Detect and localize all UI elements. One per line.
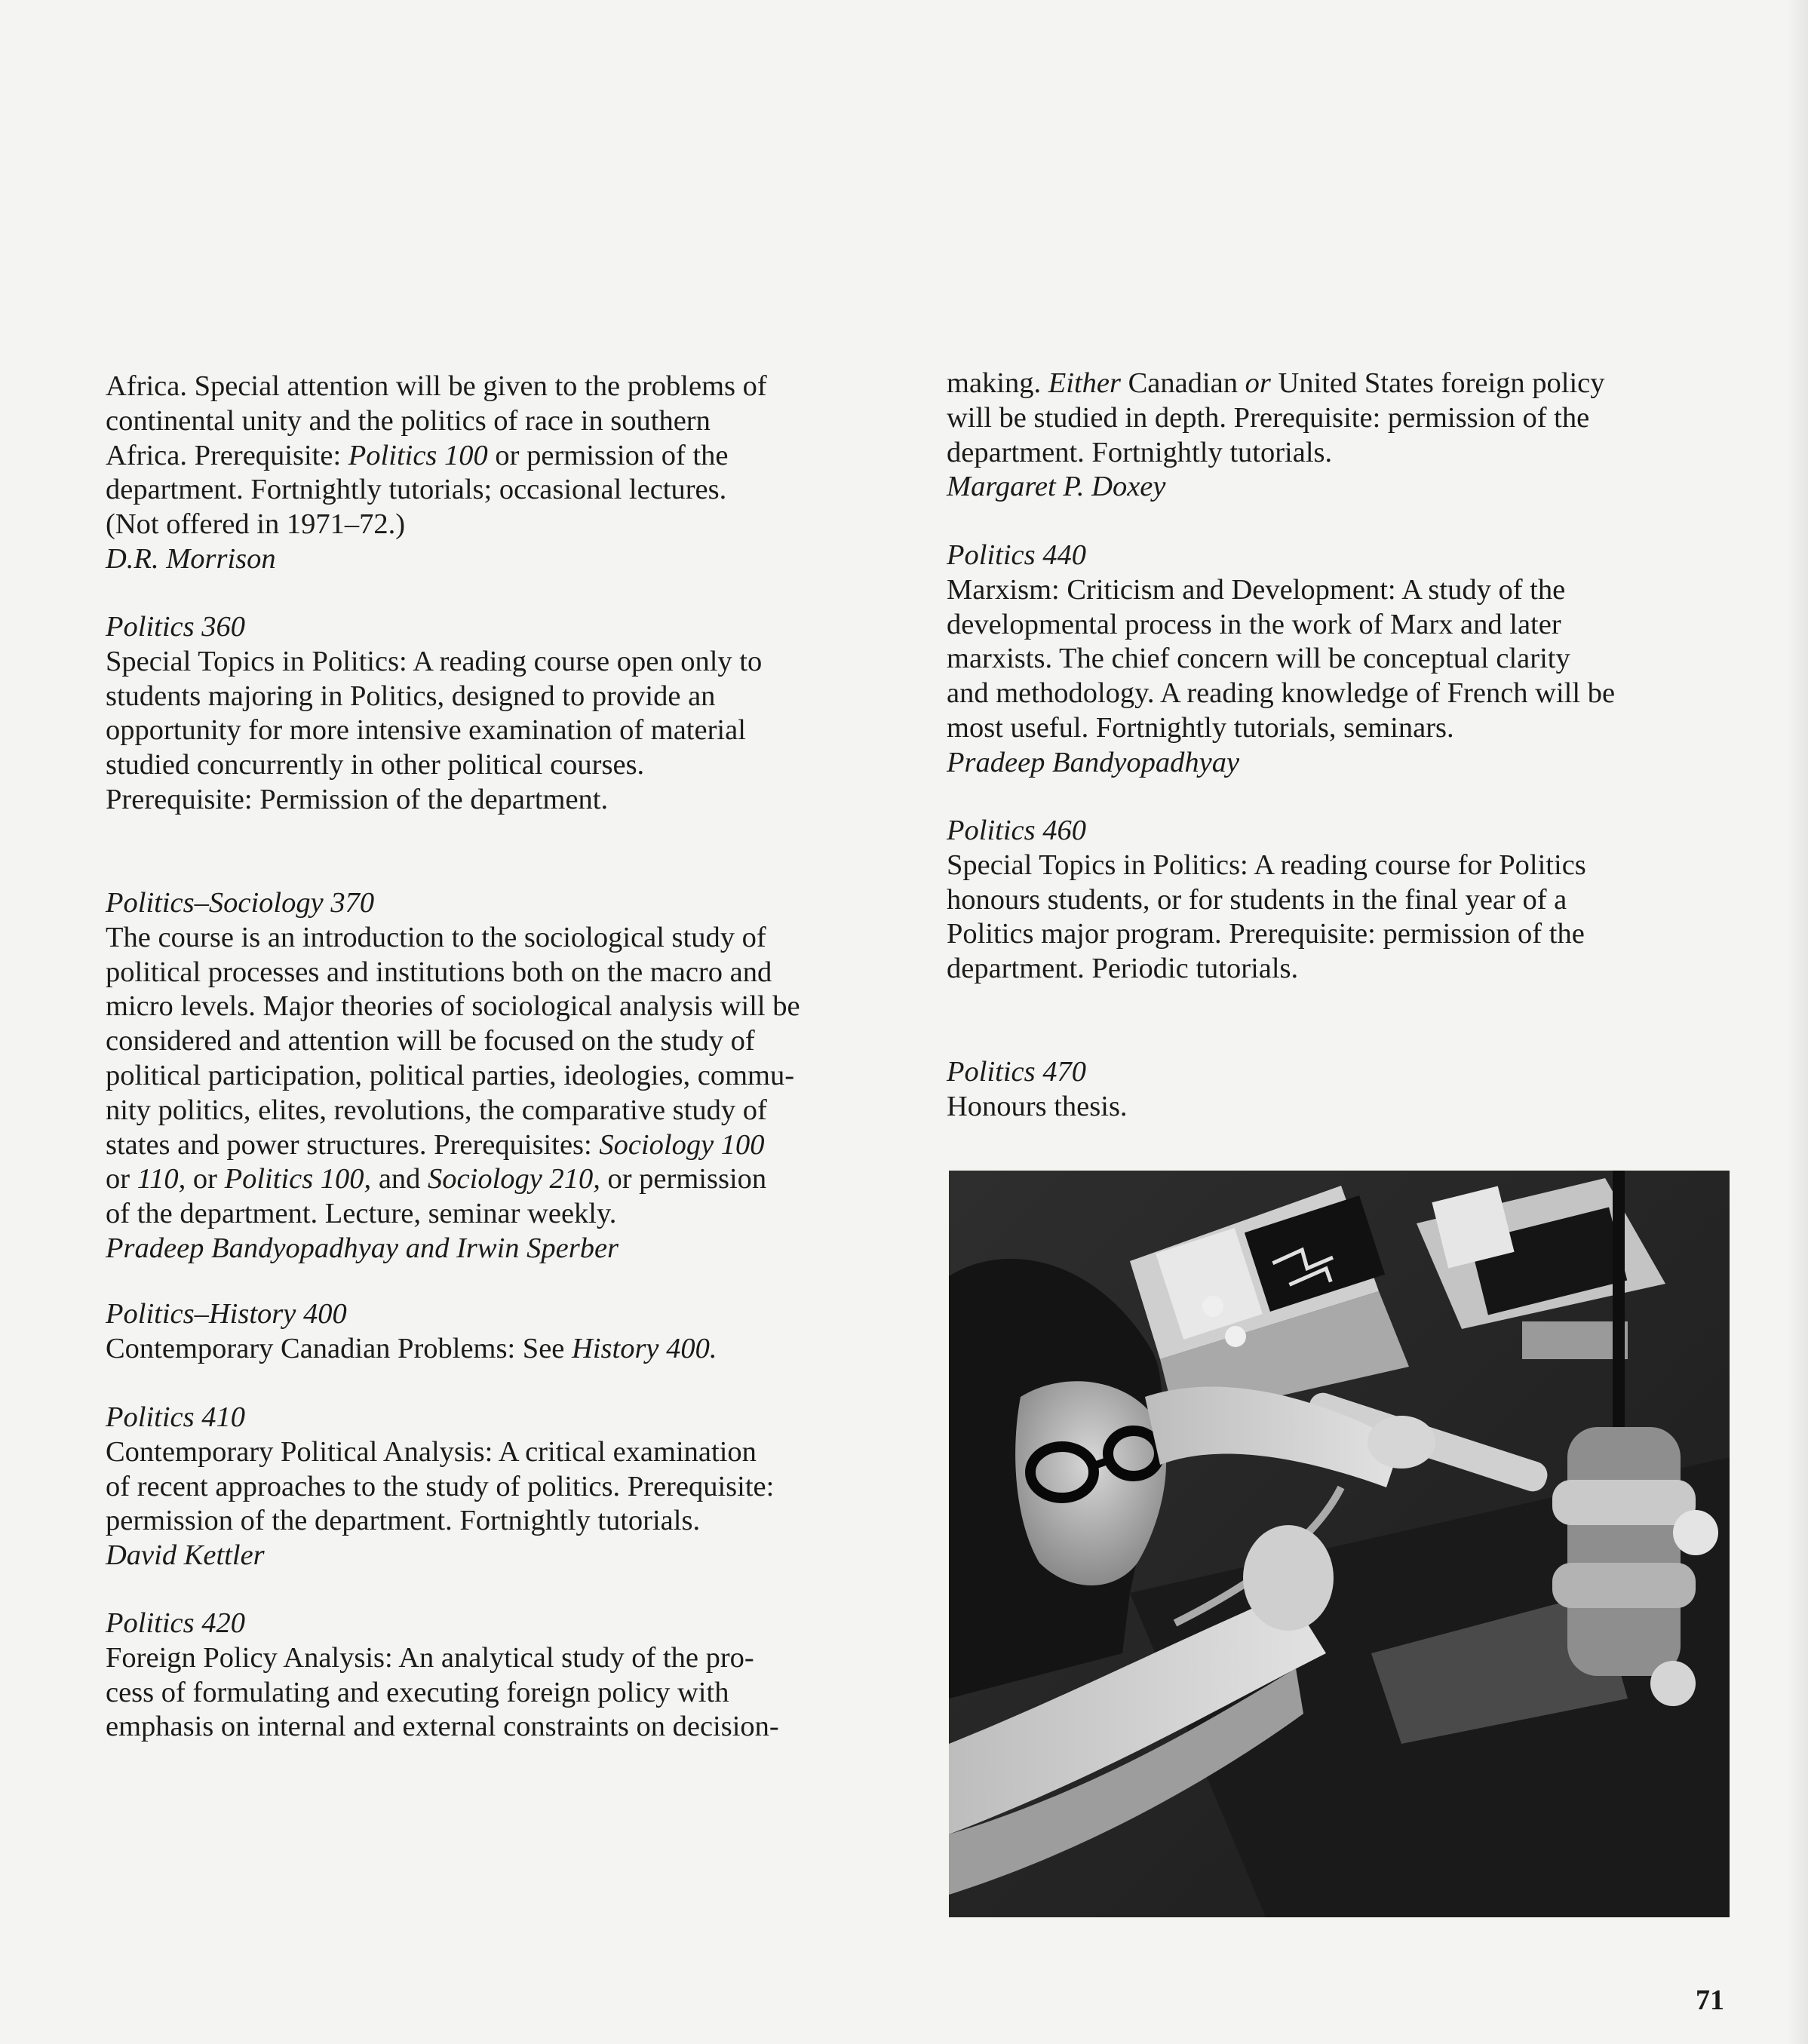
text-line: Honours thesis. (947, 1090, 1128, 1122)
text-fragment: or permission of the (487, 439, 729, 471)
text-line: of recent approaches to the study of politics. Prerequisite: (106, 1470, 775, 1502)
course-politics-460 (947, 814, 1731, 987)
text-line: The course is an introduction to the sociological study of (106, 921, 766, 953)
page-edge-shadow (1787, 0, 1808, 2044)
instructor-name: David Kettler (106, 1539, 265, 1572)
text-line: Marxism: Criticism and Development: A study of the (947, 573, 1566, 606)
text-line: studied concurrently in other political courses. (106, 749, 645, 781)
instructor-name: Pradeep Bandyopadhyay (947, 746, 1240, 778)
text-line: honours students, or for students in the final year of a (947, 883, 1567, 916)
text-line: department. Fortnightly tutorials. (947, 436, 1333, 468)
text-line (106, 1332, 920, 1367)
course-reference: Politics 100 (348, 439, 488, 471)
text-line: political processes and institutions both on the macro and (106, 956, 772, 988)
text-line: Politics major program. Prerequisite: permission of the (947, 918, 1585, 950)
text-fragment: or (186, 1163, 225, 1195)
course-reference: Politics 100, (224, 1163, 372, 1195)
continuation-entry (947, 367, 1731, 505)
page-number: 71 (1696, 1984, 1724, 2016)
text-line: micro levels. Major theories of sociological analysis will be (106, 990, 800, 1023)
photograph-student-at-lab-instrument (949, 1171, 1730, 1917)
text-line: considered and attention will be focused on the study of (106, 1025, 755, 1057)
text-fragment: Contemporary Canadian Problems: See (106, 1332, 572, 1364)
course-reference: History 400. (572, 1332, 717, 1364)
emphasis-text: or (1245, 367, 1271, 399)
text-fragment: states and power structures. Prerequisites: (106, 1128, 600, 1161)
continuation-entry (106, 370, 920, 577)
text-line: continental unity and the politics of race in southern (106, 404, 711, 437)
text-line: Foreign Policy Analysis: An analytical study of the pro- (106, 1641, 754, 1674)
text-line: (Not offered in 1971–72.) (106, 508, 406, 541)
text-line: Africa. Special attention will be given to the problems of (106, 370, 767, 402)
course-heading: Politics 470 (947, 1056, 1086, 1088)
text-line: emphasis on internal and external constraints on decision- (106, 1711, 779, 1743)
text-line: of the department. Lecture, seminar weekly. (106, 1198, 617, 1230)
course-politics-sociology-370 (106, 886, 920, 1266)
text-line: Special Topics in Politics: A reading course open only to (106, 645, 763, 677)
course-reference: Sociology 210, (428, 1163, 600, 1195)
text-fragment: Africa. Prerequisite: (106, 439, 348, 471)
course-politics-420 (106, 1607, 920, 1745)
text-line: Prerequisite: Permission of the department. (106, 783, 609, 815)
text-line: opportunity for more intensive examination of material (106, 714, 746, 747)
text-fragment: Canadian (1120, 367, 1245, 399)
instructor-name: Pradeep Bandyopadhyay and Irwin Sperber (106, 1232, 619, 1264)
course-reference: 110, (137, 1163, 186, 1195)
text-line: Contemporary Political Analysis: A critical examination (106, 1435, 757, 1468)
text-fragment: or (106, 1163, 137, 1195)
course-heading: Politics–Sociology 370 (106, 887, 375, 919)
course-politics-history-400 (106, 1297, 920, 1367)
course-heading: Politics 440 (947, 539, 1086, 571)
instructor-name: Margaret P. Doxey (947, 471, 1166, 503)
course-politics-440 (947, 539, 1731, 781)
text-line (947, 367, 1731, 401)
text-line (106, 1162, 920, 1197)
course-politics-470 (947, 1055, 1731, 1125)
text-line: and methodology. A reading knowledge of French will be (947, 677, 1616, 710)
course-heading: Politics 360 (106, 611, 245, 643)
course-heading: Politics 460 (947, 815, 1086, 846)
text-line: nity politics, elites, revolutions, the comparative study of (106, 1094, 767, 1126)
text-fragment: or permission (600, 1163, 767, 1195)
course-heading: Politics 410 (106, 1401, 245, 1433)
text-line: permission of the department. Fortnightly tutorials. (106, 1505, 701, 1537)
text-line: political participation, political parties, ideologies, commu- (106, 1059, 795, 1091)
text-line (106, 439, 920, 474)
text-line: department. Fortnightly tutorials; occasional lectures. (106, 474, 727, 506)
text-fragment: and (371, 1163, 428, 1195)
text-line: marxists. The chief concern will be conceptual clarity (947, 643, 1570, 675)
course-reference: Sociology 100 (599, 1128, 765, 1161)
text-line: students majoring in Politics, designed to provide an (106, 680, 716, 712)
course-heading: Politics–History 400 (106, 1298, 347, 1330)
text-fragment: making. (947, 367, 1048, 399)
course-politics-360 (106, 610, 920, 818)
text-line: Special Topics in Politics: A reading course for Politics (947, 849, 1586, 881)
instructor-name: D.R. Morrison (106, 542, 276, 575)
text-line: developmental process in the work of Marx and later (947, 608, 1561, 640)
text-line: will be studied in depth. Prerequisite: permission of the (947, 401, 1590, 434)
text-fragment: United States foreign policy (1270, 367, 1605, 399)
course-heading: Politics 420 (106, 1607, 245, 1639)
text-line: cess of formulating and executing foreign policy with (106, 1676, 729, 1708)
course-politics-410 (106, 1401, 920, 1573)
text-line: department. Periodic tutorials. (947, 953, 1299, 985)
text-line: most useful. Fortnightly tutorials, seminars. (947, 711, 1454, 744)
text-line (106, 1128, 920, 1163)
emphasis-text: Either (1048, 367, 1121, 399)
